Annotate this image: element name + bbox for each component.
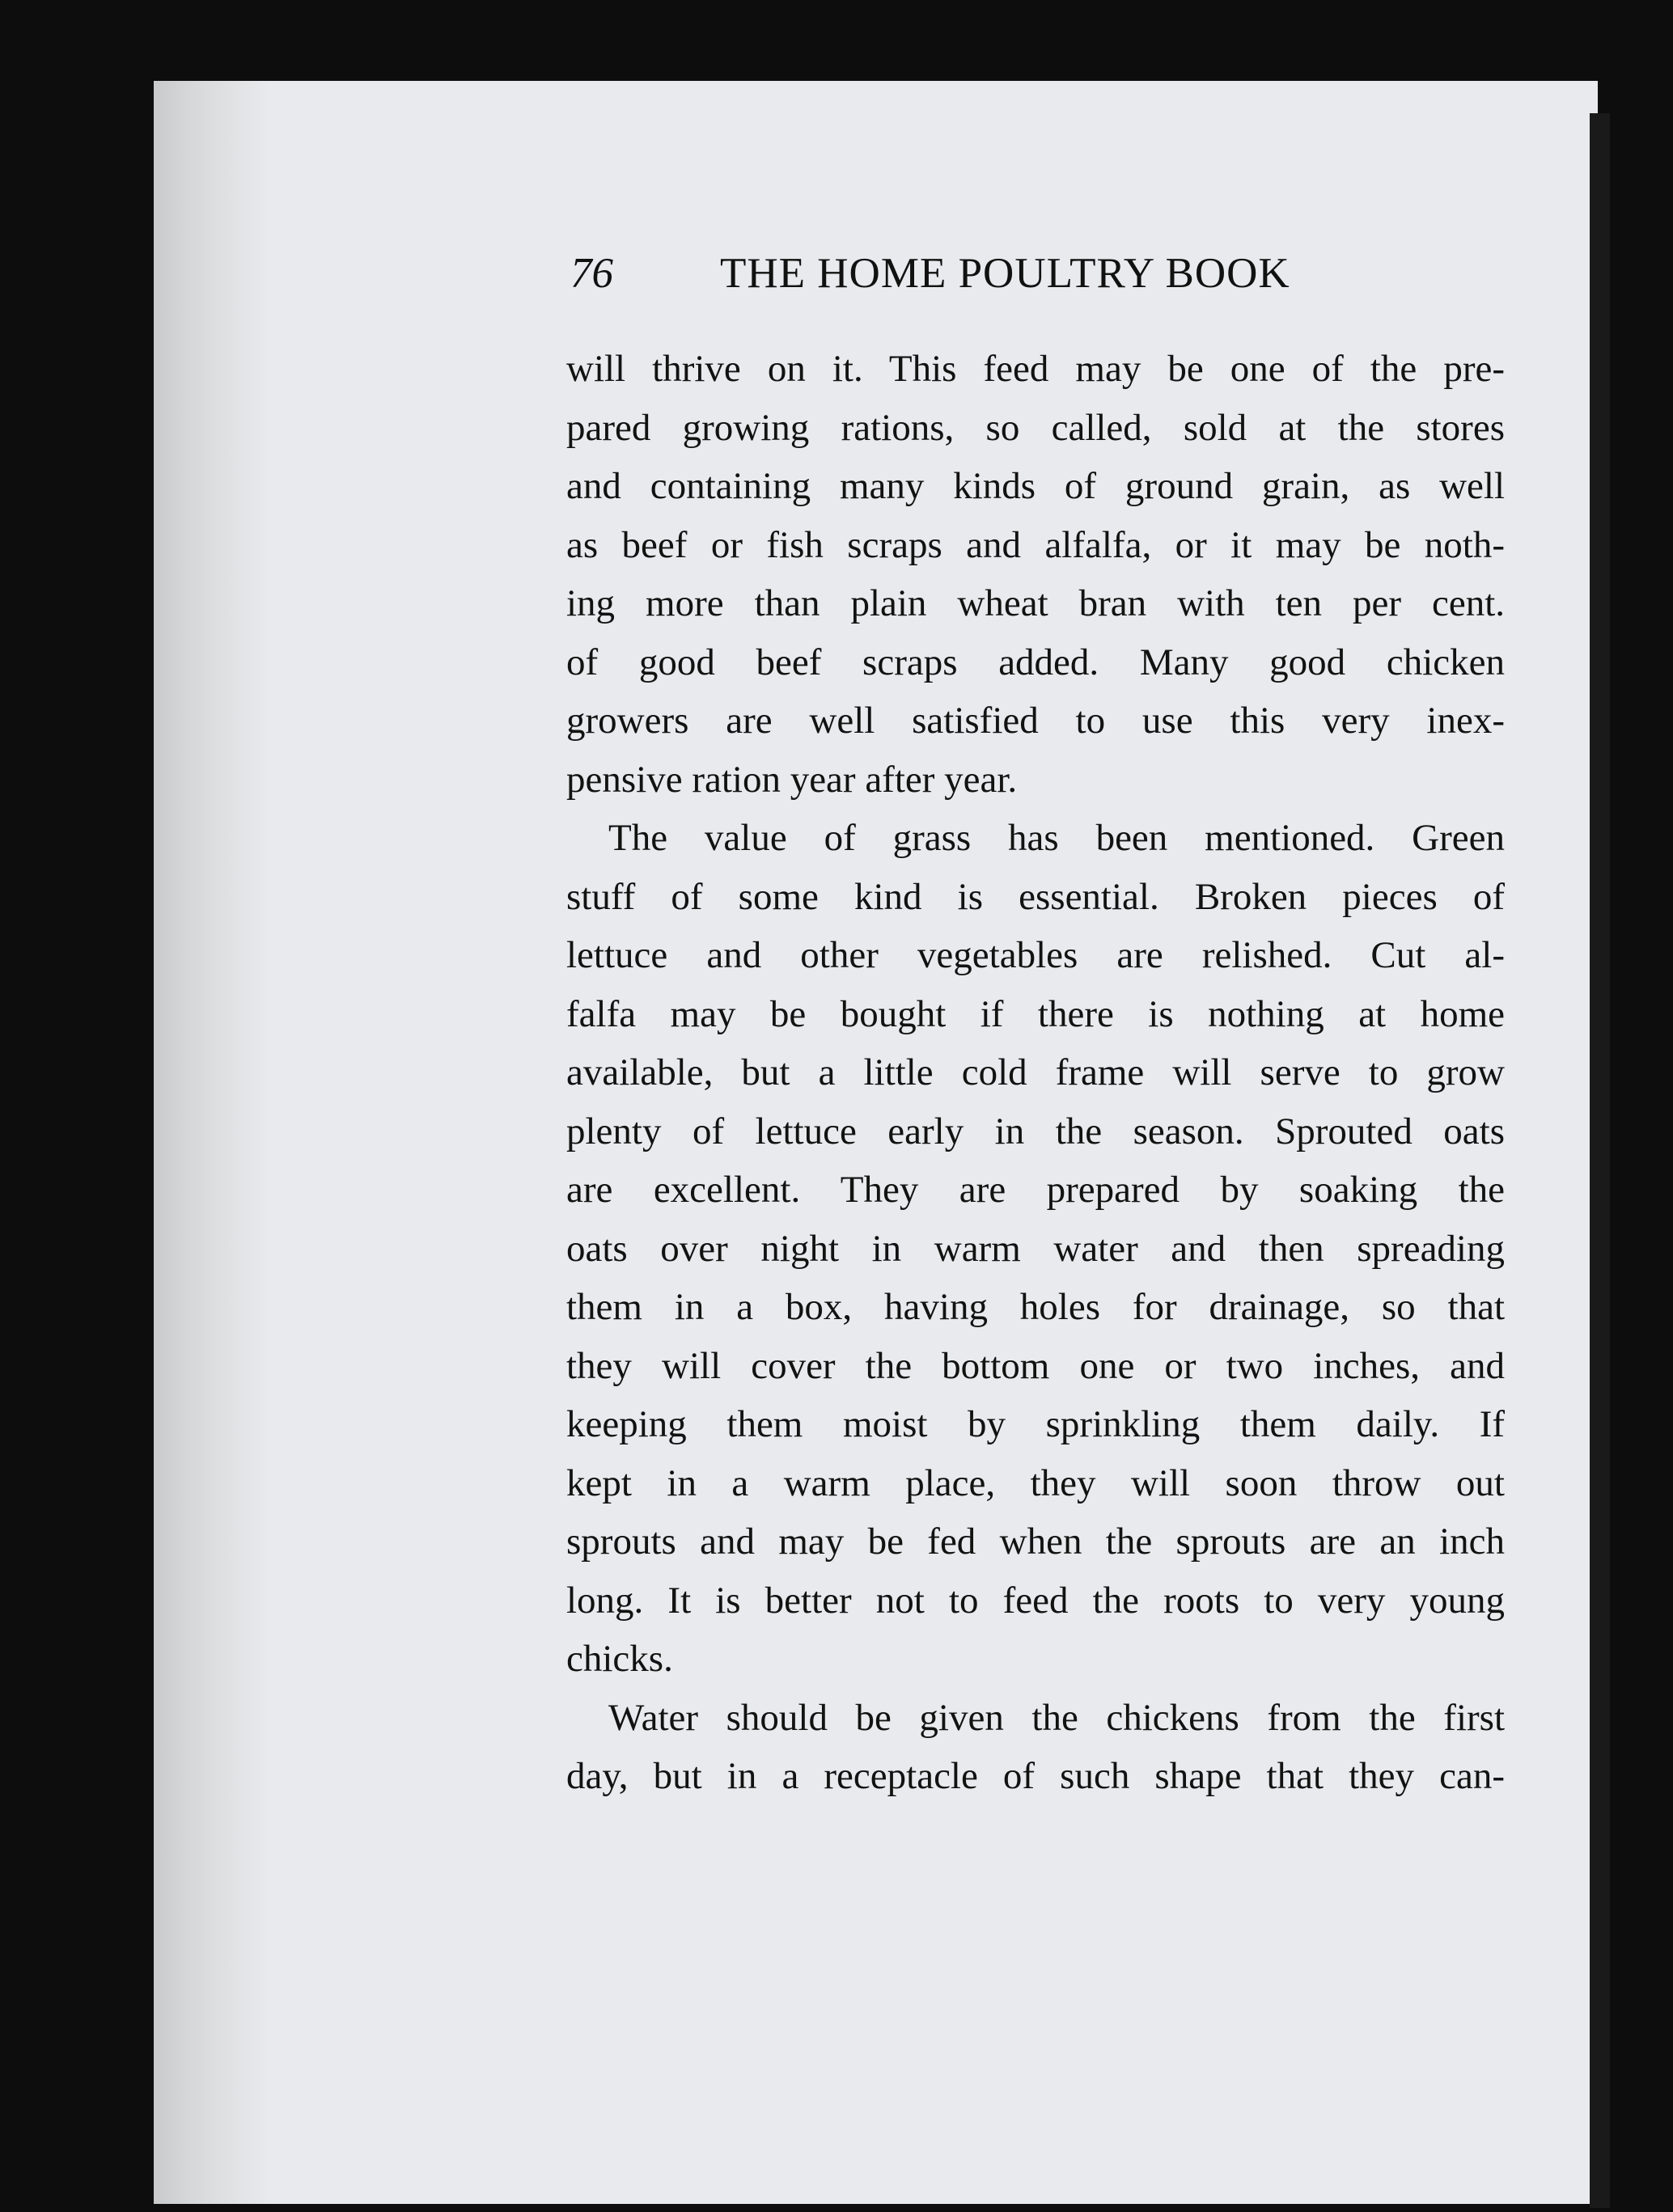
page-header [570, 249, 1379, 314]
paragraph [566, 340, 1505, 809]
text-line: stuff of some kind is essential. Broken pieces of [566, 875, 1505, 918]
text-line: The value of grass has been mentioned. Green [608, 817, 1505, 859]
page-number: 76 [570, 250, 613, 297]
page-gutter-shadow [154, 81, 271, 2204]
text-line: available, but a little cold frame will serve to grow [566, 1051, 1505, 1093]
text-line: and containing many kinds of ground grain, as well [566, 465, 1505, 507]
paragraph [566, 1689, 1505, 1806]
text-line: are excellent. They are prepared by soaking the [566, 1169, 1505, 1211]
text-line: will thrive on it. This feed may be one of the pre- [566, 348, 1505, 390]
text-line: sprouts and may be fed when the sprouts are an inch [566, 1520, 1505, 1563]
text-line: chicks. [566, 1638, 673, 1680]
text-line: day, but in a receptacle of such shape that they can- [566, 1755, 1505, 1797]
text-line: them in a box, having holes for drainage, so that [566, 1286, 1505, 1328]
text-line: as beef or fish scraps and alfalfa, or it may be noth- [566, 523, 1505, 566]
text-line: pared growing rations, so called, sold at the stores [566, 406, 1505, 449]
running-title: THE HOME POULTRY BOOK [720, 250, 1290, 297]
body-text [566, 340, 1505, 1806]
text-line: lettuce and other vegetables are relished. Cut al- [566, 934, 1505, 976]
page-edge-shadow [1590, 113, 1610, 2208]
text-line: pensive ration year after year. [566, 758, 1018, 801]
text-line: oats over night in warm water and then spreading [566, 1227, 1505, 1270]
paragraph [566, 809, 1505, 1689]
text-line: they will cover the bottom one or two inches, and [566, 1344, 1505, 1387]
text-line: ing more than plain wheat bran with ten per cent. [566, 582, 1505, 624]
text-line: plenty of lettuce early in the season. Sprouted oats [566, 1110, 1505, 1153]
text-line: keeping them moist by sprinkling them daily. If [566, 1403, 1505, 1445]
text-line: long. It is better not to feed the roots to very young [566, 1579, 1505, 1622]
text-line: kept in a warm place, they will soon throw out [566, 1461, 1505, 1504]
text-line: falfa may be bought if there is nothing at home [566, 992, 1505, 1035]
text-line: Water should be given the chickens from the first [608, 1696, 1505, 1739]
text-line: growers are well satisfied to use this very inex- [566, 700, 1505, 742]
text-line: of good beef scraps added. Many good chicken [566, 641, 1505, 683]
